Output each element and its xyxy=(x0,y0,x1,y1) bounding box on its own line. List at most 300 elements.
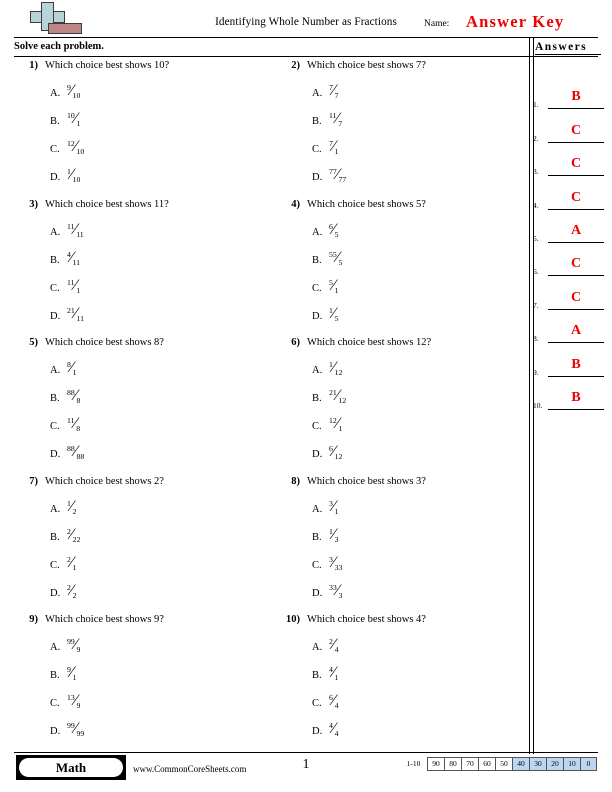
answer-value: A xyxy=(570,222,582,238)
choice-option[interactable] xyxy=(45,690,264,718)
fraction-numerator: 88 xyxy=(67,388,75,397)
fraction xyxy=(329,303,338,329)
choice-option[interactable] xyxy=(307,164,526,192)
question-2 xyxy=(276,60,526,192)
choice-list xyxy=(14,496,264,608)
fraction-numerator: 11 xyxy=(67,416,75,425)
choice-letter: A. xyxy=(312,88,323,99)
fraction-numerator: 6 xyxy=(329,444,333,453)
choice-list xyxy=(14,80,264,192)
fraction-slash-icon: ⁄ xyxy=(332,359,336,376)
answer-row xyxy=(533,76,605,109)
choice-option[interactable] xyxy=(307,552,526,580)
fraction-numerator: 99 xyxy=(67,637,75,646)
answer-row xyxy=(533,109,605,142)
fraction xyxy=(329,496,338,522)
scale-cell: 0 xyxy=(580,757,597,771)
fraction-denominator: 1 xyxy=(76,285,81,295)
fraction-numerator: 13 xyxy=(67,693,75,702)
choice-option[interactable] xyxy=(307,219,526,247)
fraction-slash-icon: ⁄ xyxy=(336,387,339,404)
scale-cell: 20 xyxy=(546,757,563,771)
fraction-slash-icon: ⁄ xyxy=(336,248,339,266)
fraction xyxy=(67,580,76,606)
fraction-denominator: 11 xyxy=(76,229,84,239)
fraction-numerator: 6 xyxy=(329,221,333,231)
answer-number: 2. xyxy=(533,133,539,143)
answer-row xyxy=(533,143,605,176)
grading-scale xyxy=(400,757,597,771)
choice-letter: D. xyxy=(312,726,323,737)
fraction xyxy=(329,247,342,273)
fraction xyxy=(329,80,338,106)
fraction-denominator: 1 xyxy=(338,424,343,433)
fraction-denominator: 1 xyxy=(76,119,81,128)
choice-letter: A. xyxy=(50,88,61,99)
question-header xyxy=(276,337,526,353)
question-4 xyxy=(276,199,526,331)
scale-cell: 10 xyxy=(563,757,580,771)
answer-number: 10. xyxy=(533,400,543,410)
choice-option[interactable] xyxy=(45,662,264,690)
fraction xyxy=(67,219,84,245)
choice-letter: C. xyxy=(312,421,322,432)
fraction-slash-icon: ⁄ xyxy=(70,359,74,376)
questions-area xyxy=(0,60,529,753)
choice-letter: A. xyxy=(312,365,323,376)
fraction-slash-icon: ⁄ xyxy=(74,692,77,709)
fraction-numerator: 1 xyxy=(67,498,71,508)
choice-letter: B. xyxy=(312,116,322,127)
answer-row xyxy=(533,210,605,243)
worksheet-title: Identifying Whole Number as Fractions xyxy=(215,16,397,28)
question-text: Which choice best shows 10? xyxy=(45,60,170,71)
fraction xyxy=(329,136,338,162)
fraction-denominator: 8 xyxy=(76,396,81,405)
fraction-numerator: 11 xyxy=(329,111,337,120)
question-number: 7) xyxy=(29,475,38,487)
answer-number: 3. xyxy=(533,167,539,177)
question-9 xyxy=(14,614,264,746)
footer-divider xyxy=(14,752,598,753)
question-number: 6) xyxy=(291,337,300,348)
choice-letter: D. xyxy=(50,172,61,183)
question-header xyxy=(276,60,526,76)
fraction-numerator: 4 xyxy=(329,665,333,674)
fraction xyxy=(329,441,342,467)
question-8 xyxy=(276,476,526,608)
choice-letter: C. xyxy=(312,559,322,571)
fraction-denominator: 10 xyxy=(76,147,85,156)
fraction xyxy=(67,690,80,716)
fraction-denominator: 5 xyxy=(338,257,343,267)
answers-heading: Answers xyxy=(535,41,601,55)
fraction-denominator: 3 xyxy=(334,534,339,544)
scale-cell: 30 xyxy=(529,757,546,771)
fraction-slash-icon: ⁄ xyxy=(332,720,336,737)
fraction-denominator: 10 xyxy=(72,91,81,100)
choice-option[interactable] xyxy=(45,164,264,192)
fraction-numerator: 1 xyxy=(329,360,333,369)
fraction xyxy=(329,718,338,744)
choice-option[interactable] xyxy=(45,524,264,552)
answer-blank[interactable] xyxy=(548,288,604,310)
fraction xyxy=(329,385,346,411)
choice-option[interactable] xyxy=(307,303,526,331)
fraction xyxy=(67,524,80,550)
choice-list xyxy=(276,219,526,331)
fraction-numerator: 2 xyxy=(67,582,71,592)
choice-option[interactable] xyxy=(45,385,264,413)
fraction-denominator: 1 xyxy=(72,368,77,377)
choice-letter: A. xyxy=(50,642,61,653)
choice-option[interactable] xyxy=(307,413,526,441)
answer-blank[interactable] xyxy=(548,321,604,343)
question-header xyxy=(14,199,264,215)
question-1 xyxy=(14,60,264,192)
fraction xyxy=(329,634,338,660)
question-row xyxy=(0,199,529,338)
choice-option[interactable] xyxy=(307,108,526,136)
choice-option[interactable] xyxy=(307,690,526,718)
fraction-slash-icon: ⁄ xyxy=(70,497,74,515)
fraction-slash-icon: ⁄ xyxy=(74,138,77,155)
choice-option[interactable] xyxy=(307,136,526,164)
choice-option[interactable] xyxy=(45,496,264,524)
fraction-slash-icon: ⁄ xyxy=(332,138,336,155)
choice-letter: D. xyxy=(312,310,323,322)
answer-blank[interactable] xyxy=(548,87,604,109)
fraction-numerator: 77 xyxy=(329,167,337,176)
choice-letter: C. xyxy=(50,144,60,155)
fraction-denominator: 1 xyxy=(334,147,339,156)
answer-value: C xyxy=(570,189,582,205)
fraction-denominator: 12 xyxy=(338,396,347,405)
fraction-slash-icon: ⁄ xyxy=(332,664,336,681)
fraction xyxy=(329,219,338,245)
fraction xyxy=(67,634,80,660)
fraction-numerator: 3 xyxy=(329,554,333,564)
fraction-numerator: 99 xyxy=(67,721,75,730)
choice-letter: C. xyxy=(312,144,322,155)
question-header xyxy=(14,60,264,76)
fraction xyxy=(67,136,84,162)
fraction-numerator: 1 xyxy=(329,305,333,315)
choice-letter: B. xyxy=(50,393,60,404)
choice-letter: C. xyxy=(50,698,60,709)
instructions-text: Solve each problem. xyxy=(14,41,104,52)
choice-letter: D. xyxy=(50,449,61,460)
choice-letter: B. xyxy=(312,393,322,404)
fraction-slash-icon: ⁄ xyxy=(70,166,74,183)
choice-list xyxy=(276,496,526,608)
choice-letter: C. xyxy=(50,421,60,432)
choice-option[interactable] xyxy=(307,662,526,690)
fraction-slash-icon: ⁄ xyxy=(332,636,336,653)
fraction-slash-icon: ⁄ xyxy=(74,443,77,460)
fraction xyxy=(67,275,80,301)
question-number: 9) xyxy=(29,614,38,625)
choice-letter: B. xyxy=(50,531,60,543)
answer-row xyxy=(533,310,605,343)
choice-list xyxy=(276,634,526,746)
answer-value: B xyxy=(571,389,581,405)
question-7 xyxy=(14,476,264,608)
question-text: Which choice best shows 9? xyxy=(45,614,164,625)
scale-cell: 40 xyxy=(512,757,529,771)
question-6 xyxy=(276,337,526,469)
choice-option[interactable] xyxy=(45,247,264,275)
fraction xyxy=(67,80,80,106)
fraction-numerator: 9 xyxy=(67,665,71,674)
fraction-denominator: 5 xyxy=(334,229,339,239)
fraction-slash-icon: ⁄ xyxy=(336,166,339,183)
question-number: 8) xyxy=(291,475,300,487)
choice-letter: A. xyxy=(312,226,323,238)
choice-option[interactable] xyxy=(307,275,526,303)
answer-value: C xyxy=(570,289,582,305)
fraction xyxy=(329,552,342,578)
choice-option[interactable] xyxy=(307,524,526,552)
fraction-denominator: 12 xyxy=(334,452,343,461)
choice-letter: D. xyxy=(50,587,61,599)
fraction-slash-icon: ⁄ xyxy=(70,525,74,543)
fraction-denominator: 1 xyxy=(334,285,339,295)
choice-letter: A. xyxy=(50,365,61,376)
site-url: www.CommonCoreSheets.com xyxy=(133,764,247,774)
choice-option[interactable] xyxy=(307,718,526,746)
answer-blank[interactable] xyxy=(548,121,604,143)
answers-list xyxy=(533,76,605,410)
fraction-numerator: 55 xyxy=(329,249,337,259)
choice-option[interactable] xyxy=(45,718,264,746)
choice-letter: D. xyxy=(312,449,323,460)
fraction-denominator: 12 xyxy=(334,368,343,377)
fraction-denominator: 77 xyxy=(338,175,347,184)
choice-letter: D. xyxy=(312,172,323,183)
question-row xyxy=(0,614,529,753)
fraction-numerator: 1 xyxy=(329,526,333,536)
scale-cell: 60 xyxy=(478,757,495,771)
scale-cell: 90 xyxy=(427,757,444,771)
answer-value: B xyxy=(571,89,581,105)
choice-option[interactable] xyxy=(45,275,264,303)
fraction-numerator: 11 xyxy=(67,277,75,287)
fraction xyxy=(329,580,342,606)
choice-option[interactable] xyxy=(45,413,264,441)
choice-list xyxy=(14,634,264,746)
choice-letter: B. xyxy=(312,531,322,543)
answer-number: 4. xyxy=(533,200,539,210)
fraction-denominator: 1 xyxy=(334,506,339,516)
fraction xyxy=(329,413,342,439)
fraction-numerator: 9 xyxy=(67,83,71,92)
fraction-slash-icon: ⁄ xyxy=(74,720,77,737)
fraction xyxy=(67,413,80,439)
question-number: 2) xyxy=(291,60,300,71)
fraction-denominator: 11 xyxy=(76,313,84,323)
fraction-denominator: 1 xyxy=(72,673,77,682)
fraction xyxy=(329,662,338,688)
fraction xyxy=(329,108,342,134)
fraction-numerator: 4 xyxy=(329,721,333,730)
fraction-denominator: 4 xyxy=(334,729,339,738)
fraction-slash-icon: ⁄ xyxy=(336,581,339,599)
choice-letter: B. xyxy=(312,254,322,266)
fraction-slash-icon: ⁄ xyxy=(74,276,77,294)
question-10 xyxy=(276,614,526,746)
question-text: Which choice best shows 12? xyxy=(307,337,432,348)
fraction xyxy=(329,275,338,301)
fraction-denominator: 9 xyxy=(76,645,81,654)
name-label: Name: xyxy=(424,19,450,29)
answer-blank[interactable] xyxy=(548,388,604,410)
choice-list xyxy=(276,80,526,192)
question-text: Which choice best shows 4? xyxy=(307,614,426,625)
fraction xyxy=(329,690,338,716)
page-header xyxy=(0,0,612,38)
answer-key-stamp: Answer Key xyxy=(466,12,565,31)
choice-letter: D. xyxy=(50,310,61,322)
choice-option[interactable] xyxy=(45,634,264,662)
answer-blank[interactable] xyxy=(548,188,604,210)
answer-row xyxy=(533,243,605,276)
fraction-denominator: 1 xyxy=(72,562,77,572)
question-row xyxy=(0,476,529,615)
question-text: Which choice best shows 11? xyxy=(45,198,169,210)
subheader-divider xyxy=(14,56,598,57)
fraction-denominator: 5 xyxy=(334,313,339,323)
answer-number: 8. xyxy=(533,334,539,344)
answer-number: 5. xyxy=(533,233,539,243)
choice-letter: D. xyxy=(312,587,323,599)
fraction xyxy=(67,441,84,467)
fraction-slash-icon: ⁄ xyxy=(74,415,77,432)
page-number: 1 xyxy=(302,757,310,772)
fraction-denominator: 33 xyxy=(334,562,343,572)
fraction xyxy=(67,247,80,273)
answer-blank[interactable] xyxy=(548,154,604,176)
choice-letter: C. xyxy=(312,698,322,709)
fraction-numerator: 33 xyxy=(329,582,337,592)
choice-option[interactable] xyxy=(45,552,264,580)
choice-option[interactable] xyxy=(45,580,264,608)
fraction-numerator: 12 xyxy=(329,416,337,425)
choice-option[interactable] xyxy=(45,303,264,331)
question-number: 1) xyxy=(29,60,38,71)
answer-number: 1. xyxy=(533,100,539,110)
choice-letter: A. xyxy=(50,226,61,238)
fraction-denominator: 3 xyxy=(338,590,343,600)
fraction xyxy=(67,552,76,578)
answer-blank[interactable] xyxy=(548,254,604,276)
choice-option[interactable] xyxy=(45,219,264,247)
choice-option[interactable] xyxy=(45,136,264,164)
fraction-slash-icon: ⁄ xyxy=(70,248,74,266)
fraction xyxy=(329,164,346,190)
choice-letter: B. xyxy=(312,670,322,681)
answer-number: 7. xyxy=(533,300,539,310)
answer-value: C xyxy=(570,256,582,272)
answer-value: C xyxy=(570,156,582,172)
choice-letter: C. xyxy=(50,282,60,294)
question-text: Which choice best shows 3? xyxy=(307,475,426,487)
choice-option[interactable] xyxy=(307,441,526,469)
fraction-numerator: 3 xyxy=(329,498,333,508)
fraction-denominator: 4 xyxy=(334,645,339,654)
choice-option[interactable] xyxy=(45,357,264,385)
answer-row xyxy=(533,176,605,209)
fraction xyxy=(67,385,80,411)
fraction-slash-icon: ⁄ xyxy=(332,497,336,515)
answer-value: C xyxy=(570,122,582,138)
fraction-numerator: 8 xyxy=(67,360,71,369)
choice-letter: B. xyxy=(50,670,60,681)
answer-number: 6. xyxy=(533,267,539,277)
fraction-numerator: 4 xyxy=(67,249,71,259)
question-5 xyxy=(14,337,264,469)
choice-letter: B. xyxy=(50,116,60,127)
fraction-slash-icon: ⁄ xyxy=(332,82,336,99)
fraction xyxy=(67,496,76,522)
fraction-slash-icon: ⁄ xyxy=(70,581,74,599)
fraction-denominator: 11 xyxy=(72,257,81,267)
answer-value: B xyxy=(571,356,581,372)
fraction-numerator: 2 xyxy=(329,637,333,646)
scale-cell: 70 xyxy=(461,757,478,771)
scale-cell: 80 xyxy=(444,757,461,771)
choice-option[interactable] xyxy=(307,496,526,524)
fraction-denominator: 9 xyxy=(76,701,81,710)
fraction xyxy=(67,718,84,744)
choice-option[interactable] xyxy=(307,247,526,275)
answer-value: A xyxy=(570,323,582,339)
fraction xyxy=(67,164,80,190)
choice-option[interactable] xyxy=(45,108,264,136)
fraction-numerator: 7 xyxy=(329,139,333,148)
choice-option[interactable] xyxy=(307,580,526,608)
fraction-slash-icon: ⁄ xyxy=(74,110,77,127)
fraction-denominator: 7 xyxy=(334,91,339,100)
choice-letter: C. xyxy=(312,282,322,294)
question-number: 4) xyxy=(291,198,300,210)
fraction-slash-icon: ⁄ xyxy=(70,664,74,681)
question-text: Which choice best shows 2? xyxy=(45,475,164,487)
fraction-numerator: 7 xyxy=(329,83,333,92)
fraction-slash-icon: ⁄ xyxy=(336,415,339,432)
choice-option[interactable] xyxy=(45,80,264,108)
fraction-numerator: 2 xyxy=(67,554,71,564)
answer-row xyxy=(533,377,605,410)
fraction-slash-icon: ⁄ xyxy=(332,553,336,571)
fraction-denominator: 99 xyxy=(76,729,85,738)
choice-option[interactable] xyxy=(45,441,264,469)
choice-option[interactable] xyxy=(307,634,526,662)
choice-option[interactable] xyxy=(307,357,526,385)
fraction xyxy=(67,108,80,134)
answer-blank[interactable] xyxy=(548,221,604,243)
answer-blank[interactable] xyxy=(548,355,604,377)
choice-option[interactable] xyxy=(307,80,526,108)
fraction-slash-icon: ⁄ xyxy=(70,82,74,99)
fraction xyxy=(67,357,76,383)
question-3 xyxy=(14,199,264,331)
question-header xyxy=(14,337,264,353)
question-text: Which choice best shows 7? xyxy=(307,60,426,71)
fraction-slash-icon: ⁄ xyxy=(332,443,336,460)
choice-option[interactable] xyxy=(307,385,526,413)
choice-letter: A. xyxy=(50,503,61,515)
